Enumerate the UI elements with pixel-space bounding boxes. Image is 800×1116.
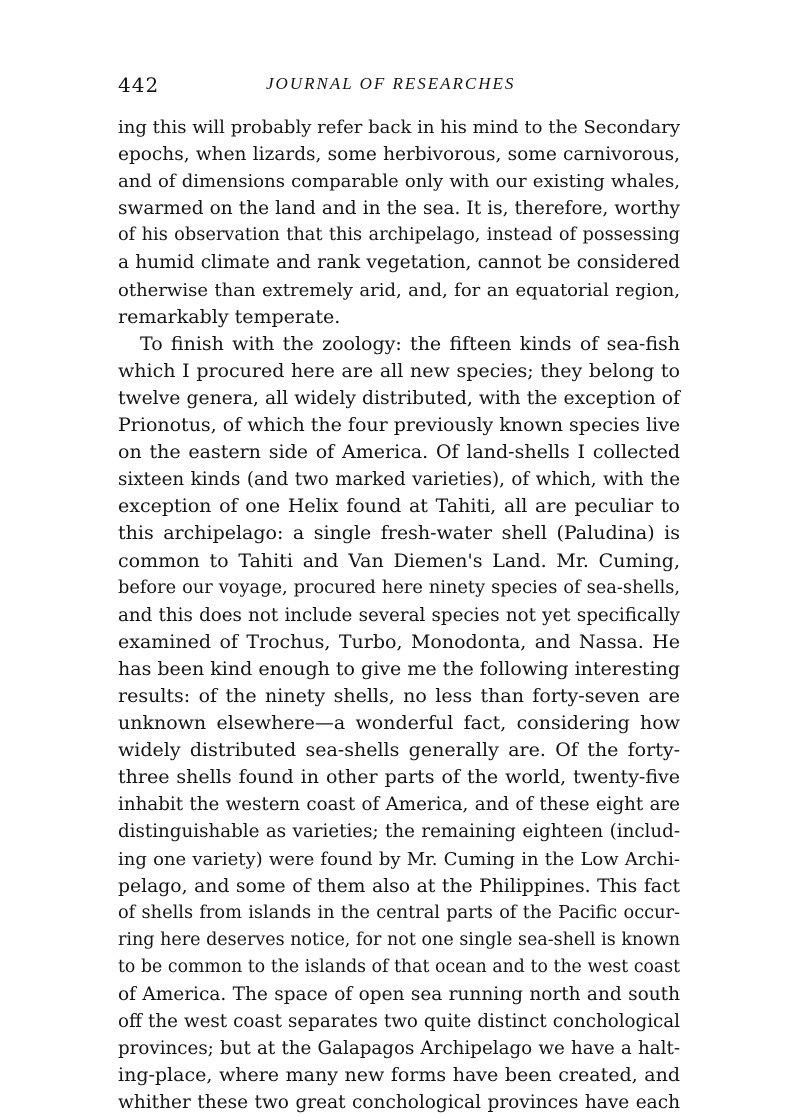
text-line: results: of the ninety shells, no less than forty-seven are	[118, 684, 680, 707]
text-line: To finish with the zoology: the fifteen kinds of sea-fish	[140, 332, 680, 355]
text-line: and of dimensions comparable only with our existing whales,	[118, 171, 680, 193]
text-line: off the west coast separates two quite distinct conchological	[118, 1011, 680, 1033]
text-line: ing this will probably refer back in his mind to the Secondary	[118, 117, 680, 138]
text-line: twelve genera, all widely distributed, with the exception of	[118, 387, 680, 409]
text-line: ing-place, where many new forms have been created, and	[118, 1064, 680, 1087]
text-line: ing one variety) were found by Mr. Cuming in the Low Archi-	[118, 848, 680, 870]
page-header	[118, 73, 688, 103]
text-line: provinces; but at the Galapagos Archipelago we have a halt-	[118, 1038, 680, 1060]
text-line: epochs, when lizards, some herbivorous, some carnivorous,	[118, 144, 680, 166]
text-line: common to Tahiti and Van Diemen's Land. Mr. Cuming,	[118, 549, 680, 572]
text-line: otherwise than extremely arid, and, for an equatorial region,	[118, 279, 680, 301]
text-line: unknown elsewhere—a wonderful fact, considering how	[118, 712, 680, 735]
text-line: which I procured here are all new species; they belong to	[118, 359, 680, 382]
text-line: distinguishable as varieties; the remaining eighteen (includ-	[118, 821, 680, 843]
text-line: has been kind enough to give me the following interesting	[118, 657, 680, 680]
text-line: inhabit the western coast of America, and of these eight are	[118, 794, 680, 816]
text-line: this archipelago: a single fresh-water shell (Paludina) is	[118, 522, 680, 545]
text-line: of his observation that this archipelago, instead of possessing	[118, 225, 680, 246]
text-line: on the eastern side of America. Of land-shells I collected	[118, 441, 680, 464]
running-title: JOURNAL OF RESEARCHES	[266, 74, 516, 93]
text-line: examined of Trochus, Turbo, Monodonta, and Nassa. He	[118, 630, 680, 653]
text-line: of shells from islands in the central parts of the Pacific occur-	[118, 902, 680, 923]
text-line: a humid climate and rank vegetation, cannot be considered	[118, 252, 680, 274]
text-line: ring here deserves notice, for not one single sea-shell is known	[118, 929, 680, 950]
text-line: to be common to the islands of that ocean and to the west coast	[118, 956, 680, 977]
text-line: sixteen kinds (and two marked varieties), of which, with the	[118, 469, 680, 491]
text-line: and this does not include several species not yet specifically	[118, 604, 680, 626]
text-line: remarkably temperate.	[118, 305, 341, 328]
text-line: widely distributed sea-shells generally are. Of the forty-	[118, 739, 680, 762]
text-line: pelago, and some of them also at the Philippines. This fact	[118, 875, 680, 897]
text-line: of America. The space of open sea running north and south	[118, 984, 680, 1005]
page-number: 442	[118, 73, 160, 97]
text-line: swarmed on the land and in the sea. It is, therefore, worthy	[118, 198, 680, 220]
text-line: exception of one Helix found at Tahiti, all are peculiar to	[118, 495, 680, 518]
text-line: Prionotus, of which the four previously known species live	[118, 414, 681, 437]
body-text	[118, 114, 680, 1116]
text-line: before our voyage, procured here ninety species of sea-shells,	[118, 577, 680, 598]
text-line: three shells found in other parts of the world, twenty-five	[118, 766, 680, 789]
text-line: whither these two great conchological provinces have each	[118, 1092, 680, 1114]
